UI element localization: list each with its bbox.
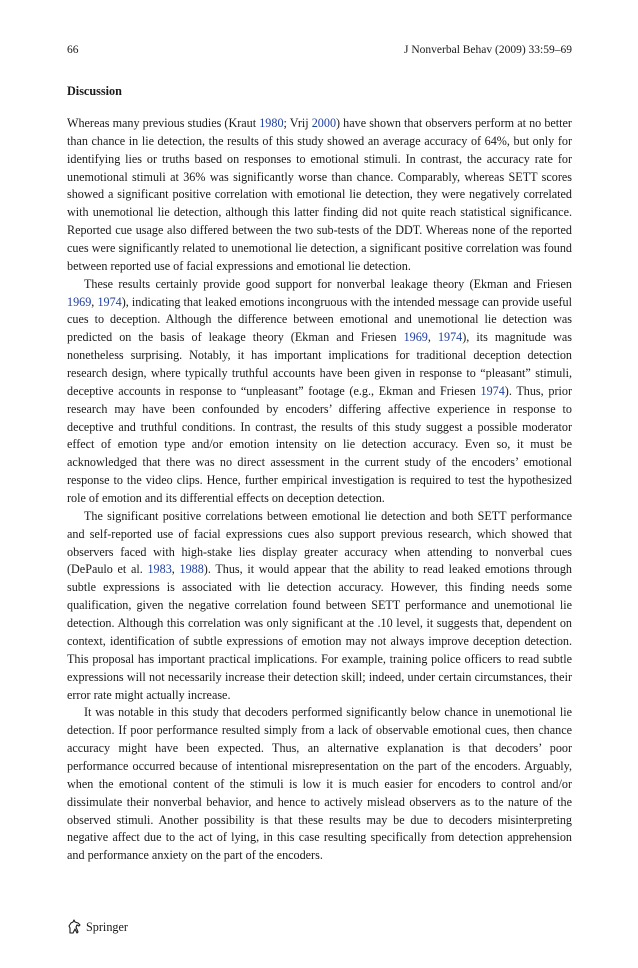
citation-link[interactable]: 1983 [147,562,172,577]
paragraph-text: These results certainly provide good support for nonverbal leakage theory (Ekman and Friesen [84,276,572,291]
springer-horse-icon [67,919,82,934]
paragraph-text: The significant positive correlations between emotional lie detection and both SETT performance and self-reported use of facial expressions cues also support previous research, which showed that observers faced with high-stake lies display greater accuracy when attending to nonverbal cues (DePaulo et al. [67,508,572,577]
paragraph [67,276,572,508]
paragraph-text: ). Thus, prior research may have been confounded by encoders’ differing affective experience in response to deceptive and truthful conditions. In contrast, the results of this study suggest a possible moderator effect of emotion type and/or emotion intensity on lie detection accuracy. Even so, it must be acknowledged that there was no direct assessment in the current study of the encoders’ emotional response to the video clips. Hence, further empirical investigation is required to test the hypothesized role of emotion and its differential effects on deception detection. [67,383,572,506]
paragraph-text: ) have shown that observers perform at no better than chance in lie detection, the results of this study showed an average accuracy of 64%, but only for identifying lies or truths based on responses to emotional stimuli. In contrast, the accuracy rate for unemotional stimuli at 36% was significantly worse than chance. Comparably, whereas SETT scores showed a significant positive correlation with emotional lie detection, they were negatively correlated with unemotional lie detection, although this latter finding did not quite reach statistical significance. Reported cue usage also differed between the two sub-tests of the DDT. Whereas none of the reported cues were significantly related to unemotional lie detection, a significant positive correlation was found between reported use of facial expressions and emotional lie detection. [67,116,572,273]
body-text [67,115,572,865]
running-header [67,42,572,58]
paragraph-text: , [427,330,438,345]
citation-link[interactable]: 1980 [259,116,284,130]
citation-link[interactable]: 1969 [67,294,92,309]
footer [67,918,128,936]
citation-link[interactable]: 1974 [480,383,505,398]
paragraph [67,704,572,865]
paragraph-text: It was notable in this study that decoders performed significantly below chance in unemotional lie detection. If poor performance resulted simply from a lack of observable emotional cues, then chance accuracy might have been expected. Thus, an alternative explanation is that decoders’ poor performance occurred because of intentional misrepresentation on the part of the encoders. Arguably, when the emotional content of the stimuli is low it is much easier for encoders to control and/or dissimulate their nonverbal behavior, and hence to actively mislead observers as to the nature of the observed stimuli. Another possibility is that these results may be due to decoders misinterpreting negative affect due to the act of lying, in this case resulting specifically from detection apprehension and performance anxiety on the part of the encoders. [67,705,572,863]
citation-link[interactable]: 1974 [97,294,122,309]
citation-link[interactable]: 2000 [311,116,337,130]
section-heading: Discussion [67,84,122,98]
citation-link[interactable]: 1988 [179,562,204,577]
citation-link[interactable]: 1974 [437,330,463,345]
paragraph-text: Whereas many previous studies (Kraut [67,116,260,130]
paragraph-text: ), its magnitude was nonetheless surprising. Notably, it has important implications for traditional deception detection research design, where typically truthful accounts have been given in response to “pleasant” stimuli, deceptive accounts in response to “unpleasant” footage (e.g., Ekman and Friesen [67,330,572,398]
publisher-name: Springer [86,920,128,934]
paragraph-text: , [171,562,180,577]
page-number: 66 [67,44,79,56]
paragraph [67,508,572,704]
paragraph-text: , [91,294,98,309]
citation-link[interactable]: 1969 [403,330,428,345]
paragraph [67,115,572,276]
journal-citation: J Nonverbal Behav (2009) 33:59–69 [404,44,572,56]
paragraph-text: ), indicating that leaked emotions incongruous with the intended message can provide useful cues to deception. Although the difference between emotional and unemotional lie detection was predicted on the basis of leakage theory (Ekman and Friesen [67,294,572,345]
paragraph-text: ). Thus, it would appear that the ability to read leaked emotions through subtle expressions is associated with lie detection accuracy. However, this finding needs some qualification, given the negative correlation found between SETT performance and unemotional lie detection. Although this correlation was only significant at the .10 level, it suggests that, dependent on context, identification of subtle expressions of emotion may not always improve deception detection. This proposal has important practical implications. For example, training police officers to read subtle expressions will not necessarily increase their detection skill; indeed, under certain circumstances, their error rate might actually increase. [67,562,572,702]
paragraph-text: ; Vrij [283,116,312,130]
